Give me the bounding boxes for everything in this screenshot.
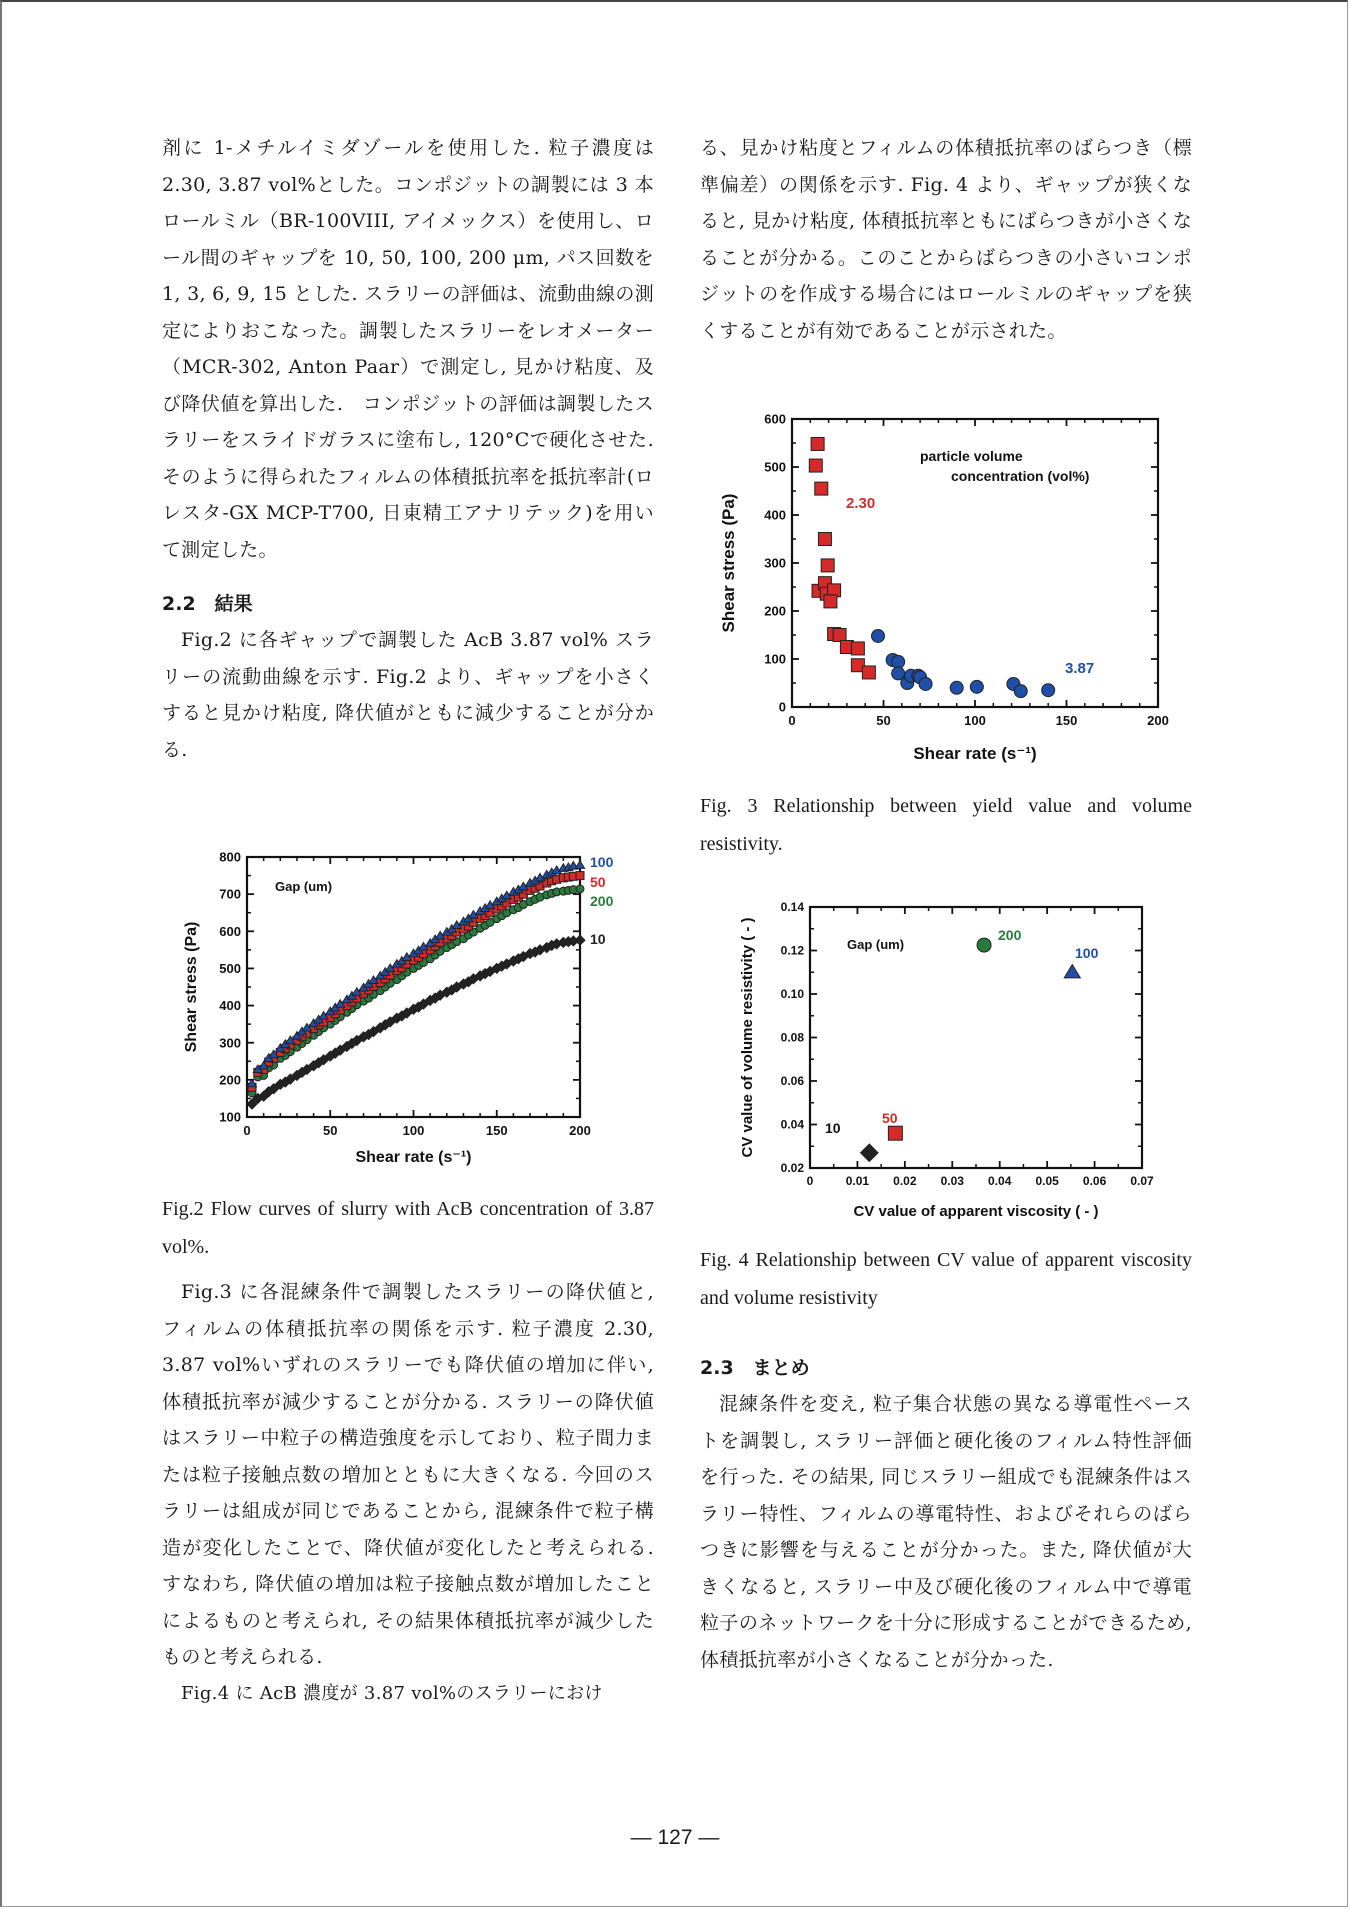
fig3-point-3.87 bbox=[919, 677, 932, 690]
y-tick-label: 800 bbox=[219, 849, 241, 865]
y-tick-label: 0 bbox=[778, 699, 786, 715]
x-tick-label: 100 bbox=[402, 1123, 425, 1138]
x-tick-label: 0.03 bbox=[940, 1174, 964, 1188]
figure-3 bbox=[710, 400, 1180, 774]
y-tick-label: 0.14 bbox=[780, 900, 804, 915]
y-tick-label: 600 bbox=[764, 411, 786, 427]
fig2-series-label-50: 50 bbox=[590, 874, 606, 890]
fig2-point-gap-10 bbox=[575, 935, 585, 945]
fig2-series-label-200: 200 bbox=[590, 893, 614, 909]
x-tick-label: 0.06 bbox=[1082, 1174, 1107, 1188]
x-tick-label: 0 bbox=[806, 1174, 814, 1188]
fig3-point-3.87 bbox=[1042, 684, 1055, 697]
x-tick-label: 0.02 bbox=[893, 1174, 917, 1188]
right-column-lower bbox=[700, 1350, 1192, 1678]
fig2-caption: Fig.2 Flow curves of slurry with AcB concentration of 3.87 vol%. bbox=[162, 1198, 654, 1258]
x-tick-label: 200 bbox=[1147, 713, 1169, 728]
y-tick-label: 400 bbox=[764, 507, 786, 523]
fig4-discussion-paragraph: る、見かけ粘度とフィルムの体積抵抗率のばらつき（標準偏差）の関係を示す. Fig. 4 より、ギャップが狭くなると, 見かけ粘度, 体積抵抗率ともにばらつきが小さくなることが分かる。このことからばらつきの小さいコンポジットのを作成する場合にはロールミルのギャップを狭くすることが有効であることが示された。 bbox=[700, 137, 1192, 342]
fig4-caption: Fig. 4 Relationship between CV value of apparent viscosity and volume resistivity bbox=[700, 1249, 1192, 1309]
y-axis-label: Shear stress (Pa) bbox=[719, 493, 738, 633]
y-tick-label: 300 bbox=[764, 555, 786, 571]
x-tick-label: 100 bbox=[964, 713, 986, 728]
fig2-point-gap-200 bbox=[576, 885, 584, 893]
fig4-series-label-200: 200 bbox=[998, 927, 1022, 943]
y-tick-label: 400 bbox=[219, 998, 241, 1014]
y-axis-label: Shear stress (Pa) bbox=[183, 921, 200, 1053]
fig2-chart bbox=[180, 840, 630, 1170]
x-axis-label: CV value of apparent viscosity ( - ) bbox=[853, 1203, 1099, 1220]
y-tick-label: 600 bbox=[219, 923, 241, 939]
x-tick-label: 50 bbox=[323, 1123, 338, 1138]
x-tick-label: 50 bbox=[876, 713, 891, 728]
y-tick-label: 100 bbox=[219, 1109, 241, 1125]
x-tick-label: 0.01 bbox=[845, 1174, 870, 1188]
section-heading-summary: 2.3 まとめ bbox=[700, 1357, 810, 1379]
y-tick-label: 500 bbox=[219, 960, 241, 976]
y-tick-label: 0.04 bbox=[780, 1117, 804, 1132]
fig3-point-2.30 bbox=[851, 642, 864, 655]
fig3-caption: Fig. 3 Relationship between yield value and volume resistivity. bbox=[700, 795, 1192, 855]
fig3-series-label-3-87: 3.87 bbox=[1065, 660, 1095, 677]
x-tick-label: 150 bbox=[1055, 713, 1078, 728]
fig3-point-2.30 bbox=[811, 437, 824, 450]
fig4-chart bbox=[730, 890, 1160, 1230]
summary-paragraph: 混練条件を変え, 粒子集合状態の異なる導電性ペーストを調製し, スラリー評価と硬化後のフィルム特性評価を行った. その結果, 同じスラリー組成でも混練条件はスラリー特性、フィルムの導電特性、およびそれらのばらつきに影響を与えることが分かった。また, 降伏値が大きくなると, スラリー中及び硬化後のフィルム中で導電粒子のネットワークを十分に形成することができるため, 体積抵抗率が小さくなることが分かった. bbox=[700, 1393, 1192, 1671]
fig4-series-label-10: 10 bbox=[825, 1120, 841, 1136]
x-tick-label: 0 bbox=[243, 1123, 251, 1138]
x-tick-label: 150 bbox=[485, 1123, 508, 1138]
left-column bbox=[162, 130, 654, 768]
methods-paragraph: 剤に 1-メチルイミダゾールを使用した. 粒子濃度は 2.30, 3.87 vol%とした。コンポジットの調製には 3 本ロールミル（BR-100VIII, アイメックス）を使用し、ロール間のギャップを 10, 50, 100, 200 μm, パス回数を 1, 3, 6, 9, 15 とした. スラリーの評価は、流動曲線の測定によりおこなった。調製したスラリーをレオメーター（MCR-302, Anton Paar）で測定し, 見かけ粘度、及び降伏値を算出した. コンポジットの評価は調製したスラリーをスライドガラスに塗布し, 120°Cで硬化させた. そのように得られたフィルムの体積抵抗率を抵抗率計(ロレスタ-GX MCP-T700, 日東精工アナリテック)を用いて測定した。 bbox=[162, 137, 654, 561]
y-tick-label: 0.12 bbox=[780, 943, 804, 958]
fig3-point-3.87 bbox=[970, 680, 983, 693]
fig4-series-label-50: 50 bbox=[882, 1110, 898, 1126]
y-tick-label: 0.06 bbox=[780, 1074, 804, 1089]
y-tick-label: 300 bbox=[219, 1035, 241, 1051]
y-tick-label: 0.02 bbox=[780, 1161, 804, 1176]
fig3-point-2.30 bbox=[809, 459, 822, 472]
fig2-caption-block bbox=[162, 1190, 654, 1266]
x-tick-label: 0.07 bbox=[1130, 1174, 1154, 1188]
right-column bbox=[700, 130, 1192, 349]
fig3-series-label-2-30: 2.30 bbox=[846, 495, 876, 512]
fig2-point-gap-100 bbox=[575, 861, 584, 869]
x-tick-label: 0.05 bbox=[1035, 1174, 1059, 1188]
fig3-point-2.30 bbox=[833, 629, 846, 642]
y-tick-label: 200 bbox=[219, 1072, 241, 1088]
fig3-point-2.30 bbox=[815, 482, 828, 495]
figure-2 bbox=[180, 840, 630, 1174]
fig2-point-gap-50 bbox=[576, 872, 584, 880]
x-tick-label: 0.04 bbox=[988, 1174, 1012, 1188]
fig4-caption-block bbox=[700, 1241, 1192, 1317]
fig3-point-3.87 bbox=[950, 681, 963, 694]
fig2-series-label-10: 10 bbox=[590, 931, 606, 947]
x-tick-label: 0 bbox=[788, 713, 796, 728]
fig3-point-2.30 bbox=[862, 666, 875, 679]
fig3-caption-block bbox=[700, 787, 1192, 863]
fig2-series-label-100: 100 bbox=[590, 854, 614, 870]
fig3-point-2.30 bbox=[818, 533, 831, 546]
x-axis-label: Shear rate (s⁻¹) bbox=[355, 1149, 472, 1166]
y-tick-label: 700 bbox=[219, 886, 241, 902]
fig4-point-gap-200 bbox=[977, 938, 991, 952]
fig4-series-label-100: 100 bbox=[1075, 945, 1099, 961]
section-heading-results: 2.2 結果 bbox=[162, 593, 253, 615]
fig4-point-gap-10 bbox=[861, 1144, 879, 1162]
gap-annotation: Gap (um) bbox=[275, 879, 333, 894]
y-tick-label: 500 bbox=[764, 459, 786, 475]
gap-annotation: Gap (um) bbox=[847, 937, 905, 952]
fig3-chart bbox=[710, 400, 1180, 770]
y-axis-label: CV value of volume resistivity ( - ) bbox=[739, 917, 756, 1158]
x-tick-label: 200 bbox=[569, 1123, 591, 1138]
fig4-point-gap-100 bbox=[1064, 965, 1080, 978]
fig3-point-3.87 bbox=[1014, 685, 1027, 698]
fig3-discussion-paragraph: Fig.3 に各混練条件で調製したスラリーの降伏値と, フィルムの体積抵抗率の関係を示す. 粒子濃度 2.30, 3.87 vol%いずれのスラリーでも降伏値の増加に伴い, 体積抵抗率が減少することが分かる. スラリーの降伏値はスラリー中粒子の構造強度を示しており、粒子間力または粒子接触点数の増加とともに大きくなる. 今回のスラリーは組成が同じであることから, 混練条件で粒子構造が変化したことで、降伏値が変化したと考えられる. すなわち, 降伏値の増加は粒子接触点数が増加したことによるものと考えられ, その結果体積抵抗率が減少したものと考えられる. bbox=[162, 1281, 654, 1668]
y-tick-label: 200 bbox=[764, 603, 786, 619]
left-column-lower bbox=[162, 1274, 654, 1712]
fig3-point-2.30 bbox=[821, 559, 834, 572]
fig3-point-3.87 bbox=[872, 629, 885, 642]
page-number: — 127 — bbox=[630, 1826, 720, 1849]
fig3-point-2.30 bbox=[824, 595, 837, 608]
figure-4 bbox=[730, 890, 1160, 1234]
y-tick-label: 100 bbox=[764, 651, 786, 667]
y-tick-label: 0.10 bbox=[780, 987, 804, 1002]
fig3-annotation-line1: particle volume bbox=[920, 448, 1023, 464]
results-paragraph: Fig.2 に各ギャップで調製した AcB 3.87 vol% スラリーの流動曲線を示す. Fig.2 より、ギャップを小さくすると見かけ粘度, 降伏値がともに減少することが分かる. bbox=[162, 629, 654, 761]
y-tick-label: 0.08 bbox=[780, 1030, 804, 1045]
fig4-point-gap-50 bbox=[888, 1126, 902, 1140]
fig4-intro-line: Fig.4 に AcB 濃度が 3.87 vol%のスラリーにおけ bbox=[181, 1682, 603, 1704]
x-axis-label: Shear rate (s⁻¹) bbox=[913, 744, 1037, 763]
fig3-annotation-line2: concentration (vol%) bbox=[951, 468, 1090, 484]
